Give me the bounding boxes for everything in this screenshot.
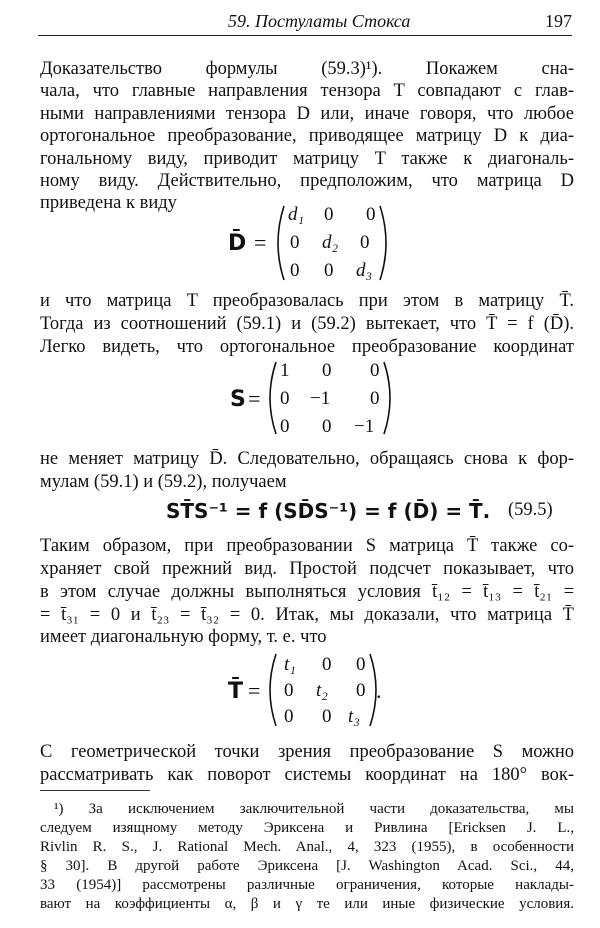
matrix-cell: 0 (370, 360, 380, 381)
matrix-cell: 0 (290, 260, 300, 281)
matrix-cell: 0 (284, 680, 294, 701)
matrix-cell: t₃ (348, 706, 360, 727)
page-number: 197 (545, 11, 572, 31)
matrix-cell: 0 (322, 416, 332, 437)
equals-sign: = (254, 230, 267, 255)
dbar-matrix-svg (222, 198, 402, 288)
left-paren (270, 654, 276, 726)
s-lhs: S (230, 387, 246, 412)
matrix-cell: 0 (370, 388, 380, 409)
running-head: 59. Постулаты Стокса (228, 11, 411, 31)
left-paren (270, 362, 276, 434)
text-line: чала, что главные направления тензора T совпадают с глав- (40, 81, 574, 101)
matrix-cell: t₁ (284, 654, 296, 675)
right-paren (384, 362, 390, 434)
matrix-cell: t₂ (316, 680, 328, 701)
matrix-cell: d₁ (288, 204, 305, 225)
equation-s-matrix (222, 354, 402, 447)
text-line: не меняет матрицу D̄. Следовательно, обращаясь снова к фор- (40, 449, 574, 469)
matrix-cell: 0 (280, 416, 290, 437)
left-paren (278, 206, 284, 280)
matrix-cell: 0 (290, 232, 300, 253)
header-rule (38, 35, 572, 36)
text-line: имеет диагональную форму, т. е. что (40, 627, 327, 647)
page-header (38, 10, 572, 36)
matrix-cell: 0 (322, 654, 332, 675)
right-paren (380, 206, 386, 280)
equation-59-5-text: ST̄S⁻¹ = f (SD̄S⁻¹) = f (D̄) = T̄. (166, 499, 491, 523)
footnote-line: § 30]. В другой работе Эриксена [J. Washington Acad. Sci., 44, (40, 858, 574, 874)
text-line: Легко видеть, что ортогональное преобразование координат (40, 337, 574, 357)
matrix-cell: 0 (324, 260, 334, 281)
matrix-cell: 0 (280, 388, 290, 409)
tbar-matrix-svg (224, 648, 404, 734)
matrix-cell: 1 (280, 360, 290, 381)
matrix-cell: 0 (324, 204, 334, 225)
matrix-cell: 0 (322, 360, 332, 381)
text-line: ными направлениями тензора D или, иначе говоря, что любое (40, 104, 574, 124)
matrix-cell: 0 (356, 680, 366, 701)
matrix-cell: 0 (356, 654, 366, 675)
equation-tbar-matrix (224, 648, 404, 739)
footnote-rule (40, 790, 150, 791)
footnote-line: следуем изящному методу Эриксена и Ривлина [Ericksen J. L., (40, 820, 574, 836)
equation-dbar-matrix (222, 198, 402, 293)
text-line: гональному виду, приводит матрицу T также к диагональ- (40, 149, 574, 169)
text-line: Доказательство формулы (59.3)¹). Покажем сна- (40, 59, 574, 79)
text-line: С геометрической точки зрения преобразование S можно (40, 742, 574, 762)
text-line: и что матрица T преобразовалась при этом в матрицу T̄. (40, 291, 574, 311)
matrix-cell: −1 (310, 388, 331, 409)
text-line: Тогда из соотношений (59.1) и (59.2) вытекает, что T̄ = f (D̄). (40, 314, 574, 334)
matrix-cell: −1 (354, 416, 375, 437)
text-line: Таким образом, при преобразовании S матрица T̄ также со- (40, 536, 574, 556)
footnote-line: вают на коэффициенты α, β и γ те или иные физические условия. (40, 896, 574, 912)
text-line: рассматривать как поворот системы координат на 180° вок- (40, 765, 574, 785)
footnote-line: 33 (1954)] рассмотрены различные ограничения, которые наклады- (40, 877, 574, 893)
matrix-cell: 0 (322, 706, 332, 727)
dbar-lhs: D̄ (228, 231, 247, 256)
text-line: мулам (59.1) и (59.2), получаем (40, 472, 287, 492)
text-line: ному виду. Действительно, предположим, что матрица D (40, 171, 574, 191)
matrix-cell: d₂ (322, 232, 339, 253)
text-line: в этом случае должны выполняться условия t̄₁₂ = t̄₁₃ = t̄₂₁ = (40, 582, 574, 602)
text-line: храняет свой прежний вид. Простой подсчет показывает, что (40, 559, 574, 579)
matrix-cell: 0 (360, 232, 370, 253)
equation-59-5 (166, 496, 491, 531)
equals-sign: = (248, 678, 261, 703)
trailing-period: . (376, 678, 382, 703)
equals-sign: = (248, 386, 261, 411)
text-line: приведена к виду (40, 193, 177, 213)
equation-59-5-svg (166, 496, 491, 526)
footnote-line: ¹) За исключением заключительной части доказательства, мы (54, 801, 574, 817)
text-line: = t̄₃₁ = 0 и t̄₂₃ = t̄₃₂ = 0. Итак, мы доказали, что матрица T̄ (40, 605, 574, 625)
s-matrix-svg (222, 354, 402, 442)
matrix-cell: 0 (366, 204, 376, 225)
equation-number: (59.5) (508, 500, 553, 520)
matrix-cell: d₃ (356, 260, 373, 281)
footnote-line: Rivlin R. S., J. Rational Mech. Anal., 4, 323 (1955), в особенности (40, 839, 574, 855)
tbar-lhs: T̄ (228, 679, 244, 704)
matrix-cell: 0 (284, 706, 294, 727)
text-line: ортогональное преобразование, приводящее матрицу D к диа- (40, 126, 574, 146)
